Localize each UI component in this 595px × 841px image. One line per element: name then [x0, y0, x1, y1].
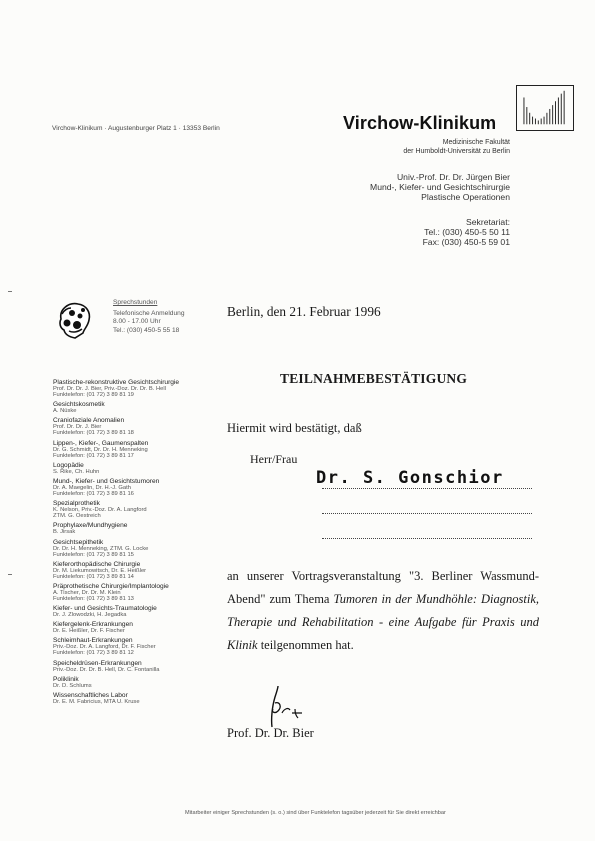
- department-detail: Funktelefon: (01 72) 3 89 81 13: [53, 595, 134, 602]
- hours-text: 8.00 - 17.00 Uhr: [113, 318, 161, 326]
- department-entry: [53, 379, 218, 398]
- registration-label: Telefonische Anmeldung: [113, 310, 185, 318]
- prof-name: Univ.-Prof. Dr. Dr. Jürgen Bier: [396, 172, 510, 182]
- department-detail: Priv.-Doz. Dr. A. Langford, Dr. F. Fischer: [53, 644, 156, 651]
- department-detail: Dr. D. Schlums: [53, 682, 92, 689]
- department-title: Mund-, Kiefer- und Gesichtstumoren: [53, 477, 160, 485]
- signatory-name: Prof. Dr. Dr. Bier: [227, 726, 314, 740]
- body-intro: an unserer Vortragsveranstaltung "3. Berliner Wassmund-Abend" zum Thema: [227, 569, 539, 607]
- department-entry: [53, 583, 218, 602]
- department-detail: Dr. G. Schmidt, Dr. Dr. H. Menneking: [53, 446, 148, 453]
- body-paragraph: [227, 565, 539, 658]
- department-title: Poliklinik: [53, 675, 79, 683]
- department-title: Plastische-rekonstruktive Gesichtschirurgie: [53, 379, 180, 386]
- department-detail: Dr. E. M. Fabricius, MTA U. Kruse: [53, 699, 140, 705]
- department-title: Kieferorthopädische Chirurgie: [53, 560, 141, 568]
- clinic-name: Virchow-Klinikum: [343, 113, 497, 133]
- department-title: Craniofaziale Anomalien: [53, 417, 125, 425]
- department-detail: Priv.-Doz. Dr. Dr. B. Hell, Dr. C. Fontanilla: [53, 666, 160, 673]
- signature-image: [262, 683, 312, 731]
- consultation-heading: Sprechstunden: [113, 299, 158, 306]
- department-title: Kiefergelenk-Erkrankungen: [53, 621, 133, 629]
- department-block: [370, 172, 510, 202]
- department-entry: [53, 401, 218, 414]
- department-entry: [53, 539, 218, 558]
- department-title: Gesichtsepithetik: [53, 538, 104, 546]
- university-line: der Humboldt-Universität zu Berlin: [403, 147, 510, 155]
- dotted-line: [322, 488, 532, 489]
- recipient-name: Dr. S. Gonschior: [316, 468, 504, 488]
- department-name: Mund-, Kiefer- und Gesichtschirurgie: [370, 182, 510, 193]
- department-detail: A. Nüske: [53, 408, 77, 415]
- department-detail: Dr. Dr. H. Menneking, ZTM. G. Locke: [53, 545, 149, 552]
- department-title: Wissenschaftliches Labor: [53, 692, 128, 699]
- secretariat-label: Sekretariat:: [466, 217, 510, 227]
- department-entry: [53, 605, 218, 618]
- head-emblem-icon: [53, 299, 95, 341]
- faculty-line: Medizinische Fakultät: [442, 139, 510, 146]
- salutation-label: Herr/Frau: [250, 452, 298, 466]
- department-detail: Funktelefon: (01 72) 3 89 81 19: [53, 392, 134, 398]
- clinic-logo: [516, 85, 574, 131]
- department-title: Logopädie: [53, 461, 84, 469]
- department-entry: [53, 462, 218, 475]
- hours-phone: Tel.: (030) 450-5 55 18: [113, 326, 180, 334]
- department-detail: Funktelefon: (01 72) 3 89 81 14: [53, 573, 134, 580]
- department-list: [53, 379, 218, 708]
- department-title: Speicheldrüsen-Erkrankungen: [53, 659, 142, 667]
- department-entry: [53, 500, 218, 519]
- department-title: Lippen-, Kiefer-, Gaumenspalten: [53, 439, 149, 447]
- confirmation-text: Hiermit wird bestätigt, daß: [227, 421, 362, 435]
- department-entry: [53, 478, 218, 497]
- department-title: Schleimhaut-Erkrankungen: [53, 637, 133, 645]
- department-entry: [53, 637, 218, 656]
- consultation-hours: [113, 299, 184, 335]
- department-detail: B. Jirsak: [53, 529, 76, 536]
- department-detail: S. Rike, Ch. Huhn: [53, 468, 100, 475]
- punch-mark: [8, 291, 12, 292]
- contact-block: [423, 217, 510, 247]
- department-detail: Funktelefon: (01 72) 3 89 81 18: [53, 430, 134, 437]
- department-detail: Dr. A. Maegelin, Dr. H.-J. Gath: [53, 484, 131, 491]
- department-title: Gesichtskosmetik: [53, 401, 105, 409]
- department-entry: [53, 417, 218, 436]
- department-entry: [53, 561, 218, 580]
- department-entry: [53, 692, 218, 705]
- department-title: Präprothetische Chirurgie/Implantologie: [53, 582, 169, 590]
- punch-mark: [8, 574, 12, 575]
- department-title: Kiefer- und Gesichts-Traumatologie: [53, 605, 157, 613]
- department-detail: Funktelefon: (01 72) 3 89 81 15: [53, 551, 134, 558]
- department-entry: [53, 440, 218, 459]
- department-entry: [53, 676, 218, 689]
- department-entry: [53, 660, 218, 673]
- recipient-stamp: [314, 465, 534, 489]
- department-title: Prophylaxe/Mundhygiene: [53, 522, 128, 530]
- department-detail: Prof. Dr. Dr. J. Bier: [53, 424, 102, 431]
- department-detail: Dr. J. Zlowodzki, H. Jegadka: [53, 612, 127, 619]
- event-topic: Tumoren in der Mundhöhle: Diagnostik, Therapie und Rehabilitation - eine Aufgabe für Praxis und Klinik: [227, 592, 539, 653]
- department-detail: A. Tischer, Dr. Dr. M. Klein: [53, 589, 121, 596]
- department-detail: Funktelefon: (01 72) 3 89 81 12: [53, 650, 134, 657]
- department-detail: Funktelefon: (01 72) 3 89 81 17: [53, 452, 134, 459]
- department-detail: Dr. M. Liekumowitsch, Dr. E. Heißler: [53, 567, 147, 574]
- department-detail: Prof. Dr. Dr. J. Bier, Priv.-Doz. Dr. Dr. B. Hell: [53, 386, 166, 392]
- document-title: TEILNAHMEBESTÄTIGUNG: [280, 371, 468, 386]
- letter-date: Berlin, den 21. Februar 1996: [227, 304, 381, 319]
- department-sub: Plastische Operationen: [421, 192, 510, 203]
- sender-address: Virchow-Klinikum · Augustenburger Platz 1 · 13353 Berlin: [52, 125, 220, 132]
- department-detail: K. Nelson, Priv.-Doz. Dr. A. Langford: [53, 507, 147, 514]
- footer-note: Mitarbeiter einiger Sprechstunden (s. o.) sind über Funktelefon tagsüber jederzeit für Sie direkt erreichbar: [185, 810, 446, 816]
- fax-number: Fax: (030) 450-5 59 01: [422, 237, 510, 248]
- department-title: Spezialprothetik: [53, 500, 100, 508]
- dotted-line: [322, 513, 532, 514]
- department-entry: [53, 621, 218, 634]
- phone-number: Tel.: (030) 450-5 50 11: [424, 227, 510, 238]
- body-closing: teilgenommen hat.: [257, 638, 354, 653]
- department-detail: Funktelefon: (01 72) 3 89 81 16: [53, 490, 134, 497]
- dotted-line: [322, 538, 532, 539]
- faculty-block: [403, 139, 510, 157]
- department-detail: ZTM. G. Oestreich: [53, 513, 101, 520]
- department-detail: Dr. E. Heißler, Dr. F. Fischer: [53, 628, 125, 635]
- department-entry: [53, 522, 218, 535]
